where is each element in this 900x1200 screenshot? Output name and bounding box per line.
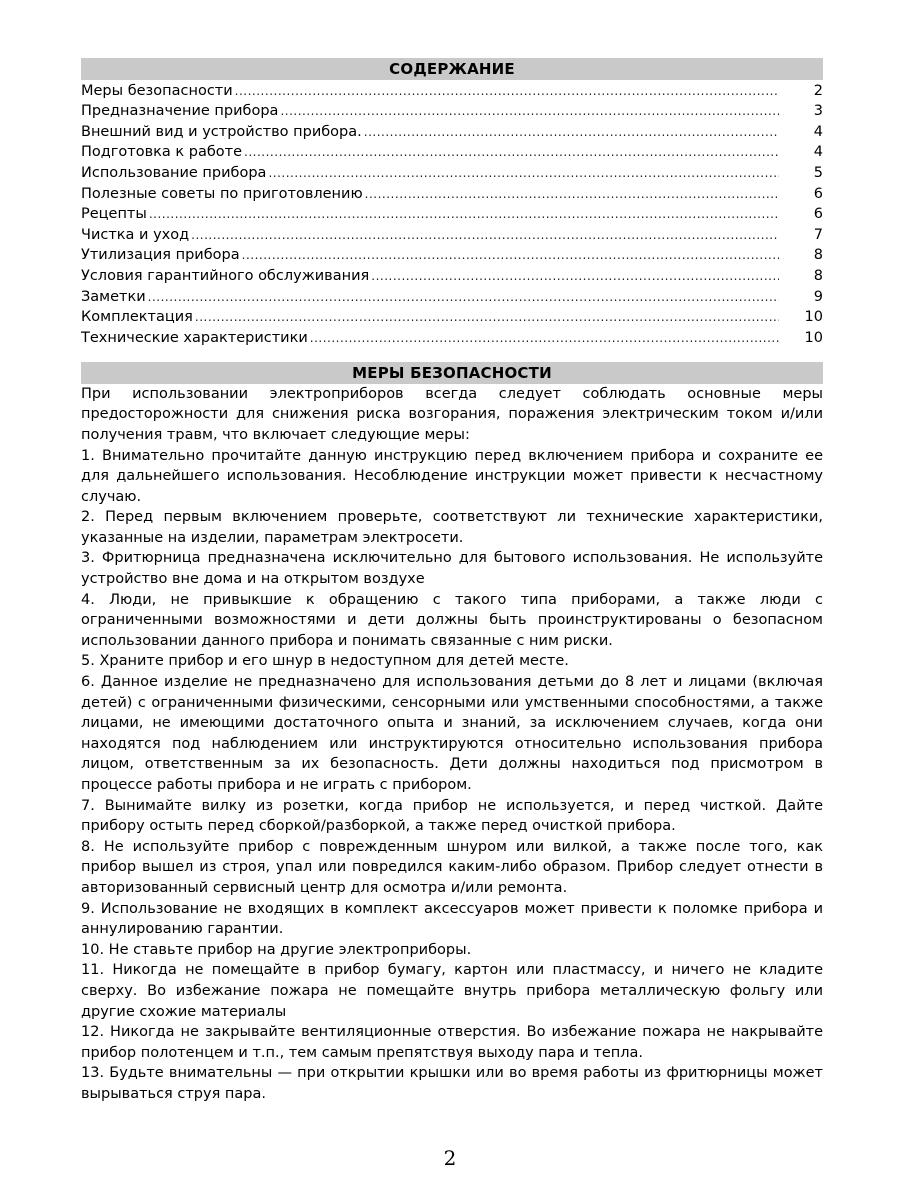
safety-item: 8. Не используйте прибор с поврежденным шнуром или вилкой, а также после того, как прибор вышел из строя, упал или повредился каким-либо образом. Прибор следует отнести в авторизованный сервисный центр для осмотра и/или ремонта. <box>81 838 823 896</box>
toc-entry[interactable] <box>81 265 823 286</box>
dot-leader <box>365 184 779 204</box>
dot-leader <box>364 122 779 142</box>
manual-page <box>81 58 823 1105</box>
dot-leader <box>244 142 779 162</box>
toc-entry-page: 10 <box>804 329 823 346</box>
toc-entry-page: 4 <box>813 123 823 140</box>
toc-entry-title: Технические характеристики <box>81 329 308 346</box>
toc-entry[interactable] <box>81 245 823 266</box>
toc-entry[interactable] <box>81 204 823 225</box>
toc-entry-page: 5 <box>813 164 823 181</box>
toc-entry-page: 4 <box>813 144 823 161</box>
safety-heading: МЕРЫ БЕЗОПАСНОСТИ <box>81 362 823 384</box>
toc-entry-page: 3 <box>813 103 823 120</box>
toc-entry-page: 7 <box>813 226 823 243</box>
safety-item: 1. Внимательно прочитайте данную инструкцию перед включением прибора и сохраните ее для дальнейшего использования. Несоблюдение инструкции может привести к несчастному случаю. <box>81 447 823 505</box>
dot-leader <box>280 101 779 121</box>
toc-entry-title: Рецепты <box>81 206 147 223</box>
safety-item: 11. Никогда не помещайте в прибор бумагу, картон или пластмассу, и ничего не кладите сверху. Во избежание пожара не помещайте внутрь прибора металлическую фольгу или другие схожие материалы <box>81 962 823 1020</box>
toc-entry[interactable] <box>81 307 823 328</box>
toc-entry-title: Утилизация прибора <box>81 247 240 264</box>
toc-entry-title: Меры безопасности <box>81 82 233 99</box>
toc-heading: СОДЕРЖАНИЕ <box>81 58 823 80</box>
safety-item: 5. Храните прибор и его шнур в недоступном для детей месте. <box>81 653 569 670</box>
safety-section <box>81 384 823 1105</box>
safety-intro: При использовании электроприборов всегда следует соблюдать основные меры предосторожности для снижения риска возгорания, поражения электрическим током и/или получения травм, что включает следующие меры: <box>81 385 823 443</box>
toc-entry[interactable] <box>81 183 823 204</box>
toc-entry[interactable] <box>81 121 823 142</box>
dot-leader <box>268 163 779 183</box>
toc-entry-page: 9 <box>813 288 823 305</box>
safety-item: 9. Использование не входящих в комплект аксессуаров может привести к поломке прибора и аннулированию гарантии. <box>81 900 823 938</box>
toc-entry-page: 2 <box>813 82 823 99</box>
safety-item: 10. Не ставьте прибор на другие электроприборы. <box>81 941 472 958</box>
toc-entry-title: Предназначение прибора <box>81 103 279 120</box>
toc-entry[interactable] <box>81 327 823 348</box>
safety-item: 13. Будьте внимательны — при открытии крышки или во время работы из фритюрницы может вырываться струя пара. <box>81 1065 823 1102</box>
dot-leader <box>148 287 779 307</box>
safety-item: 2. Перед первым включением проверьте, соответствуют ли технические характеристики, указанные на изделии, параметрам электросети. <box>81 509 823 546</box>
dot-leader <box>235 81 779 101</box>
dot-leader <box>371 266 779 286</box>
toc-entry-title: Заметки <box>81 288 146 305</box>
toc-entry-title: Комплектация <box>81 309 193 326</box>
toc-entry[interactable] <box>81 80 823 101</box>
safety-item: 4. Люди, не привыкшие к обращению с такого типа приборами, а также люди с ограниченными возможностями и дети должны быть проинструктированы о безопасном использовании данного прибора и понимать связанные с ним риски. <box>81 591 823 649</box>
toc-entry-page: 10 <box>804 309 823 326</box>
page-number: 2 <box>443 1146 457 1170</box>
toc-entry[interactable] <box>81 101 823 122</box>
dot-leader <box>149 204 779 224</box>
toc-entry-title: Внешний вид и устройство прибора. <box>81 123 362 140</box>
dot-leader <box>242 245 779 265</box>
dot-leader <box>195 307 779 327</box>
toc-entry-title: Подготовка к работе <box>81 144 243 161</box>
toc-entry-title: Полезные советы по приготовлению <box>81 185 363 202</box>
safety-item: 7. Вынимайте вилку из розетки, когда прибор не используется, и перед чисткой. Дайте прибору остыть перед сборкой/разборкой, а также перед очисткой прибора. <box>81 797 823 835</box>
toc-entry-page: 6 <box>813 185 823 202</box>
toc-entry-title: Условия гарантийного обслуживания <box>81 267 370 284</box>
toc-entry-page: 6 <box>813 206 823 223</box>
toc-entry-title: Использование прибора <box>81 164 267 181</box>
toc-entry[interactable] <box>81 224 823 245</box>
safety-item: 12. Никогда не закрывайте вентиляционные отверстия. Во избежание пожара не накрывайте прибор полотенцем и т.п., тем самым препятствуя выходу пара и тепла. <box>81 1024 823 1061</box>
toc-entry-page: 8 <box>813 267 823 284</box>
table-of-contents <box>81 80 823 348</box>
dot-leader <box>310 328 779 348</box>
toc-entry-title: Чистка и уход <box>81 226 190 243</box>
toc-entry[interactable] <box>81 162 823 183</box>
safety-item: 6. Данное изделие не предназначено для использования детьми до 8 лет и лицами (включая детей) с ограниченными физическими, сенсорными или умственными способностями, а также лицами, не имеющими достаточного опыта и знаний, за исключением случаев, когда они находятся под наблюдением или инструктируются относительно использования прибора лицом, ответственным за их безопасность. Дети должны находиться под присмотром в процессе работы прибора и не играть с прибором. <box>81 674 823 793</box>
toc-entry[interactable] <box>81 142 823 163</box>
toc-entry[interactable] <box>81 286 823 307</box>
toc-entry-page: 8 <box>813 247 823 264</box>
safety-item: 3. Фритюрница предназначена исключительно для бытового использования. Не используйте устройство вне дома и на открытом воздухе <box>81 550 823 588</box>
dot-leader <box>191 225 779 245</box>
